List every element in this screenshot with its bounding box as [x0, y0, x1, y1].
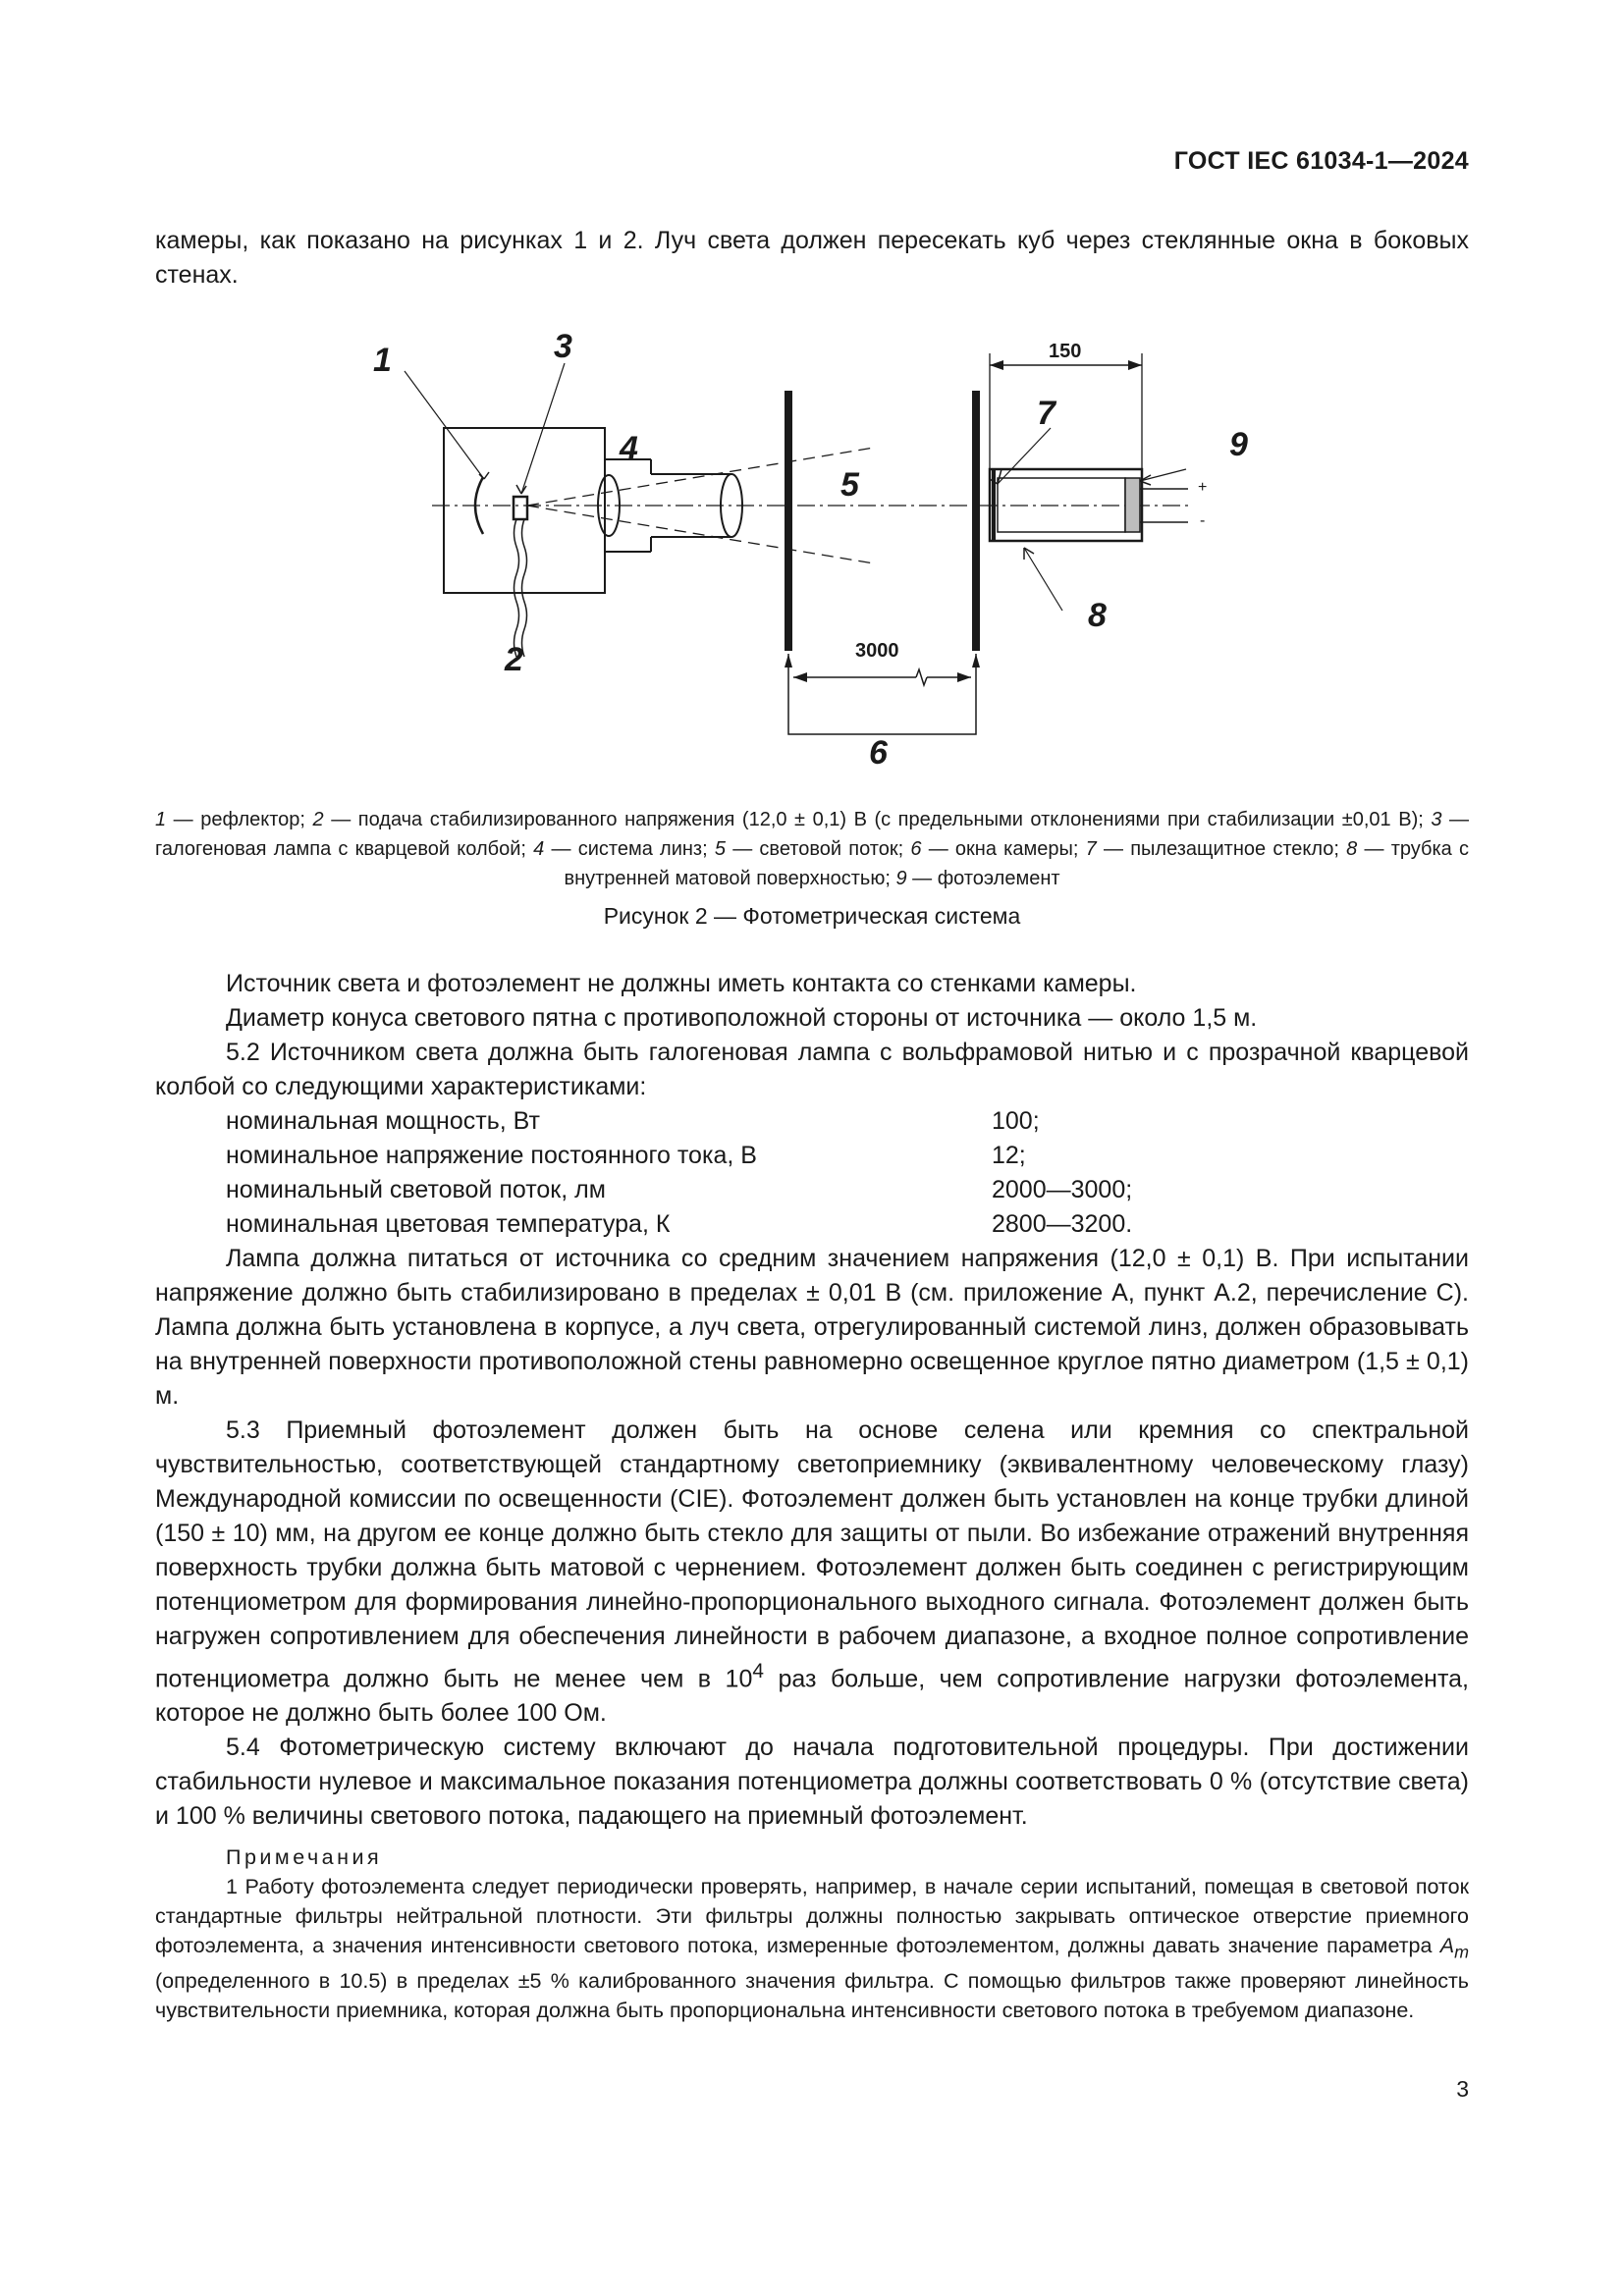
- paragraph: Диаметр конуса светового пятна с противоположной стороны от источника — около 1,5 м.: [226, 1004, 1258, 1032]
- legend-text: — рефлектор;: [166, 809, 313, 830]
- spec-value: 100;: [992, 1107, 1040, 1135]
- legend-num: 4: [533, 838, 545, 860]
- legend-num: 6: [910, 838, 922, 860]
- legend-text: — фотоэлемент: [906, 868, 1060, 889]
- legend-num: 3: [1431, 809, 1442, 830]
- legend-text: — трубка с внутренней матовой поверхностью;: [564, 838, 1469, 889]
- label-1: 1: [373, 342, 392, 379]
- notes-title: Примечания: [226, 1845, 383, 1869]
- wire-minus-sign: -: [1200, 512, 1206, 529]
- legend-num: 2: [312, 809, 324, 830]
- legend-num: 7: [1085, 838, 1097, 860]
- intro-text: камеры, как показано на рисунках 1 и 2. Луч света должен пересекать куб через стеклянные окна в боковых стенах.: [155, 227, 1469, 289]
- legend-text: — окна камеры;: [921, 838, 1086, 860]
- paragraph: 5.4 Фотометрическую систему включают до начала подготовительной процедуры. При достижении стабильности нулевое и максимальное показания потенциометра должны соответствовать 0 % (отсутствие света) и 100 % величины светового потока, падающего на приемный фотоэлемент.: [155, 1734, 1469, 1831]
- main-text: [155, 967, 1469, 1834]
- label-3: 3: [554, 328, 572, 365]
- legend-text: — световой поток;: [726, 838, 911, 860]
- spec-key: номинальная цветовая температура, К: [226, 1210, 671, 1238]
- parameter-subscript: m: [1454, 1942, 1469, 1962]
- spec-value: 2800—3200.: [992, 1210, 1133, 1238]
- spec-value: 12;: [992, 1142, 1026, 1169]
- label-6: 6: [869, 734, 888, 772]
- photometric-system-figure: [373, 322, 1286, 783]
- light-cone: [527, 506, 874, 563]
- intro-paragraph: [155, 224, 1469, 293]
- paragraph-part: раз больше, чем сопротивление нагрузки фотоэлемента, которое не должно быть более 100 Ом.: [155, 1665, 1469, 1728]
- paragraph: 5.2 Источником света должна быть галогеновая лампа с вольфрамовой нитью и с прозрачной кварцевой колбой со следующими характеристиками:: [155, 1039, 1469, 1100]
- label-2: 2: [505, 641, 523, 678]
- note-part: (определенного в 10.5) в пределах ±5 % калиброванного значения фильтра. С помощью фильтров также проверяют линейность чувствительности приемника, которая должна быть пропорциональна интенсивности светового потока в требуемом диапазоне.: [155, 1969, 1469, 2023]
- legend-num: 9: [895, 868, 907, 889]
- page-number: 3: [1456, 2076, 1469, 2102]
- photocell: [1125, 478, 1140, 532]
- spec-key: номинальная мощность, Вт: [226, 1107, 540, 1135]
- dimension-3000: 3000: [855, 640, 899, 662]
- spec-key: номинальное напряжение постоянного тока, В: [226, 1142, 757, 1169]
- legend-text: — система линз;: [544, 838, 715, 860]
- legend-text: — галогеновая лампа с кварцевой колбой;: [155, 809, 1470, 860]
- wire-plus-sign: +: [1198, 479, 1208, 496]
- parameter-symbol: A: [1439, 1934, 1455, 1957]
- note-1: [155, 1872, 1469, 2025]
- figure-title: Рисунок 2 — Фотометрическая система: [603, 903, 1021, 929]
- power-wire: [522, 519, 527, 657]
- legend-text: — пылезащитное стекло;: [1096, 838, 1347, 860]
- lamp-housing: [444, 428, 605, 593]
- paragraph: Лампа должна питаться от источника со средним значением напряжения (12,0 ± 0,1) В. При испытании напряжение должно быть стабилизировано в пределах ± 0,01 В (см. приложение А, пункт А.2, перечисление С). Лампа должна быть установлена в корпусе, а луч света, отрегулированный системой линз, должен образовывать на внутренней поверхности противоположной стены равномерно освещенное круглое пятно диаметром (1,5 ± 0,1) м.: [155, 1245, 1469, 1410]
- legend-text: — подача стабилизированного напряжения (12,0 ± 0,1) В (с предельными отклонениями при стабилизации ±0,01 В);: [323, 809, 1432, 830]
- spec-key: номинальный световой поток, лм: [226, 1176, 606, 1203]
- paragraph: [155, 1414, 1469, 1731]
- notes-section: [155, 1842, 1469, 2025]
- spec-row: [226, 1104, 1469, 1139]
- label-5: 5: [840, 466, 859, 504]
- halogen-lamp: [514, 497, 527, 519]
- paragraph-part: 5.3 Приемный фотоэлемент должен быть на основе селена или кремния со спектральной чувствительностью, соответствующей стандартному светоприемнику (эквивалентному человеческому глазу) Международной комиссии по освещенности (CIE). Фотоэлемент должен быть установлен на конце трубки длиной (150 ± 10) мм, на другом ее конце должно быть стекло для защиты от пыли. Во избежание отражений внутренняя поверхность трубки должна быть матовой с чернением. Фотоэлемент должен быть соединен с регистрирующим потенциометром для формирования линейно-пропорционального выходного сигнала. Фотоэлемент должен быть нагружен сопротивлением для обеспечения линейности в рабочем диапазоне, а входное полное сопротивление потенциометра должно быть не менее чем в 10: [155, 1416, 1469, 1693]
- spec-row: [226, 1207, 1469, 1242]
- dimension-150: 150: [1049, 341, 1082, 362]
- note-part: 1 Работу фотоэлемента следует периодически проверять, например, в начале серии испытаний, помещая в световой поток стандартные фильтры нейтральной плотности. Эти фильтры должны полностью закрывать оптическое отверстие приемного фотоэлемента, а значения интенсивности светового потока, измеренные фотоэлементом, должны давать значение параметра: [155, 1875, 1469, 1957]
- spec-row: [226, 1173, 1469, 1207]
- figure-legend: [155, 805, 1469, 893]
- document-code: ГОСТ IEC 61034-1—2024: [1173, 147, 1469, 175]
- light-cone: [527, 448, 874, 506]
- spec-value: 2000—3000;: [992, 1176, 1133, 1203]
- legend-num: 5: [714, 838, 726, 860]
- spec-row: [226, 1139, 1469, 1173]
- exponent: 4: [752, 1660, 764, 1682]
- legend-num: 8: [1346, 838, 1358, 860]
- legend-num: 1: [155, 809, 167, 830]
- label-9: 9: [1229, 426, 1248, 463]
- label-7: 7: [1037, 395, 1056, 432]
- label-4: 4: [620, 430, 638, 467]
- paragraph: Источник света и фотоэлемент не должны иметь контакта со стенками камеры.: [226, 970, 1137, 997]
- label-8: 8: [1088, 597, 1107, 634]
- power-wire: [514, 519, 519, 657]
